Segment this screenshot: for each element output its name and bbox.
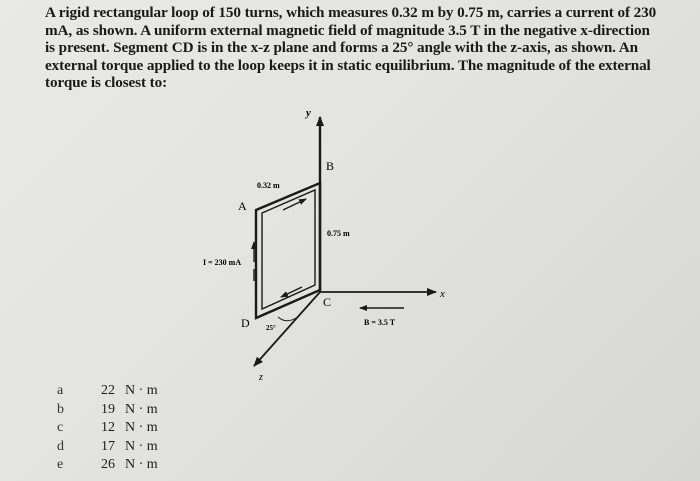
- choice-value: 17 N · m: [101, 438, 158, 454]
- choice-value: 22 N · m: [101, 383, 158, 398]
- z-axis: [254, 292, 320, 366]
- question-line: is present. Segment CD is in the x-z plane and forms a 25° angle with the z-axis, as shown. An: [45, 39, 638, 56]
- choice-a[interactable]: [57, 382, 158, 401]
- height-label: 0.75 m: [327, 229, 350, 238]
- angle-arc: [278, 317, 296, 321]
- choice-value: 19 N · m: [101, 401, 158, 417]
- current-label: I = 230 mA: [203, 258, 242, 267]
- point-b-label: B: [326, 159, 335, 173]
- current-arrow-top: [283, 199, 306, 210]
- question-line: mA, as shown. A uniform external magnetic field of magnitude 3.5 T in the negative x-direction: [45, 21, 650, 39]
- choice-c[interactable]: [57, 419, 158, 438]
- point-c-label: C: [323, 295, 332, 309]
- x-axis-label: x: [440, 288, 445, 300]
- angle-label: 25°: [266, 324, 276, 332]
- choice-b[interactable]: [57, 401, 158, 420]
- choice-value: 12 N · m: [101, 420, 158, 435]
- point-a-label: A: [238, 199, 247, 213]
- choice-label: d: [57, 438, 64, 454]
- choice-label: c: [57, 420, 64, 435]
- point-d-label: D: [241, 316, 250, 330]
- y-axis-label: y: [306, 107, 311, 119]
- answer-choices: [57, 382, 158, 475]
- choice-label: e: [57, 457, 64, 472]
- width-label: 0.32 m: [257, 181, 280, 190]
- question-line: torque is closest to:: [45, 74, 168, 91]
- choice-label: a: [57, 383, 64, 398]
- question-line: A rigid rectangular loop of 150 turns, which measures 0.32 m by 0.75 m, carries a current of 230: [45, 4, 657, 21]
- z-axis-label: z: [259, 372, 263, 383]
- choice-d[interactable]: [57, 438, 158, 457]
- choice-label: b: [57, 401, 64, 417]
- question-line: external torque applied to the loop keeps it in static equilibrium. The magnitude of the external: [45, 56, 651, 74]
- field-label: B = 3.5 T: [364, 318, 396, 327]
- choice-value: 26 N · m: [101, 457, 158, 472]
- choice-e[interactable]: [57, 456, 158, 475]
